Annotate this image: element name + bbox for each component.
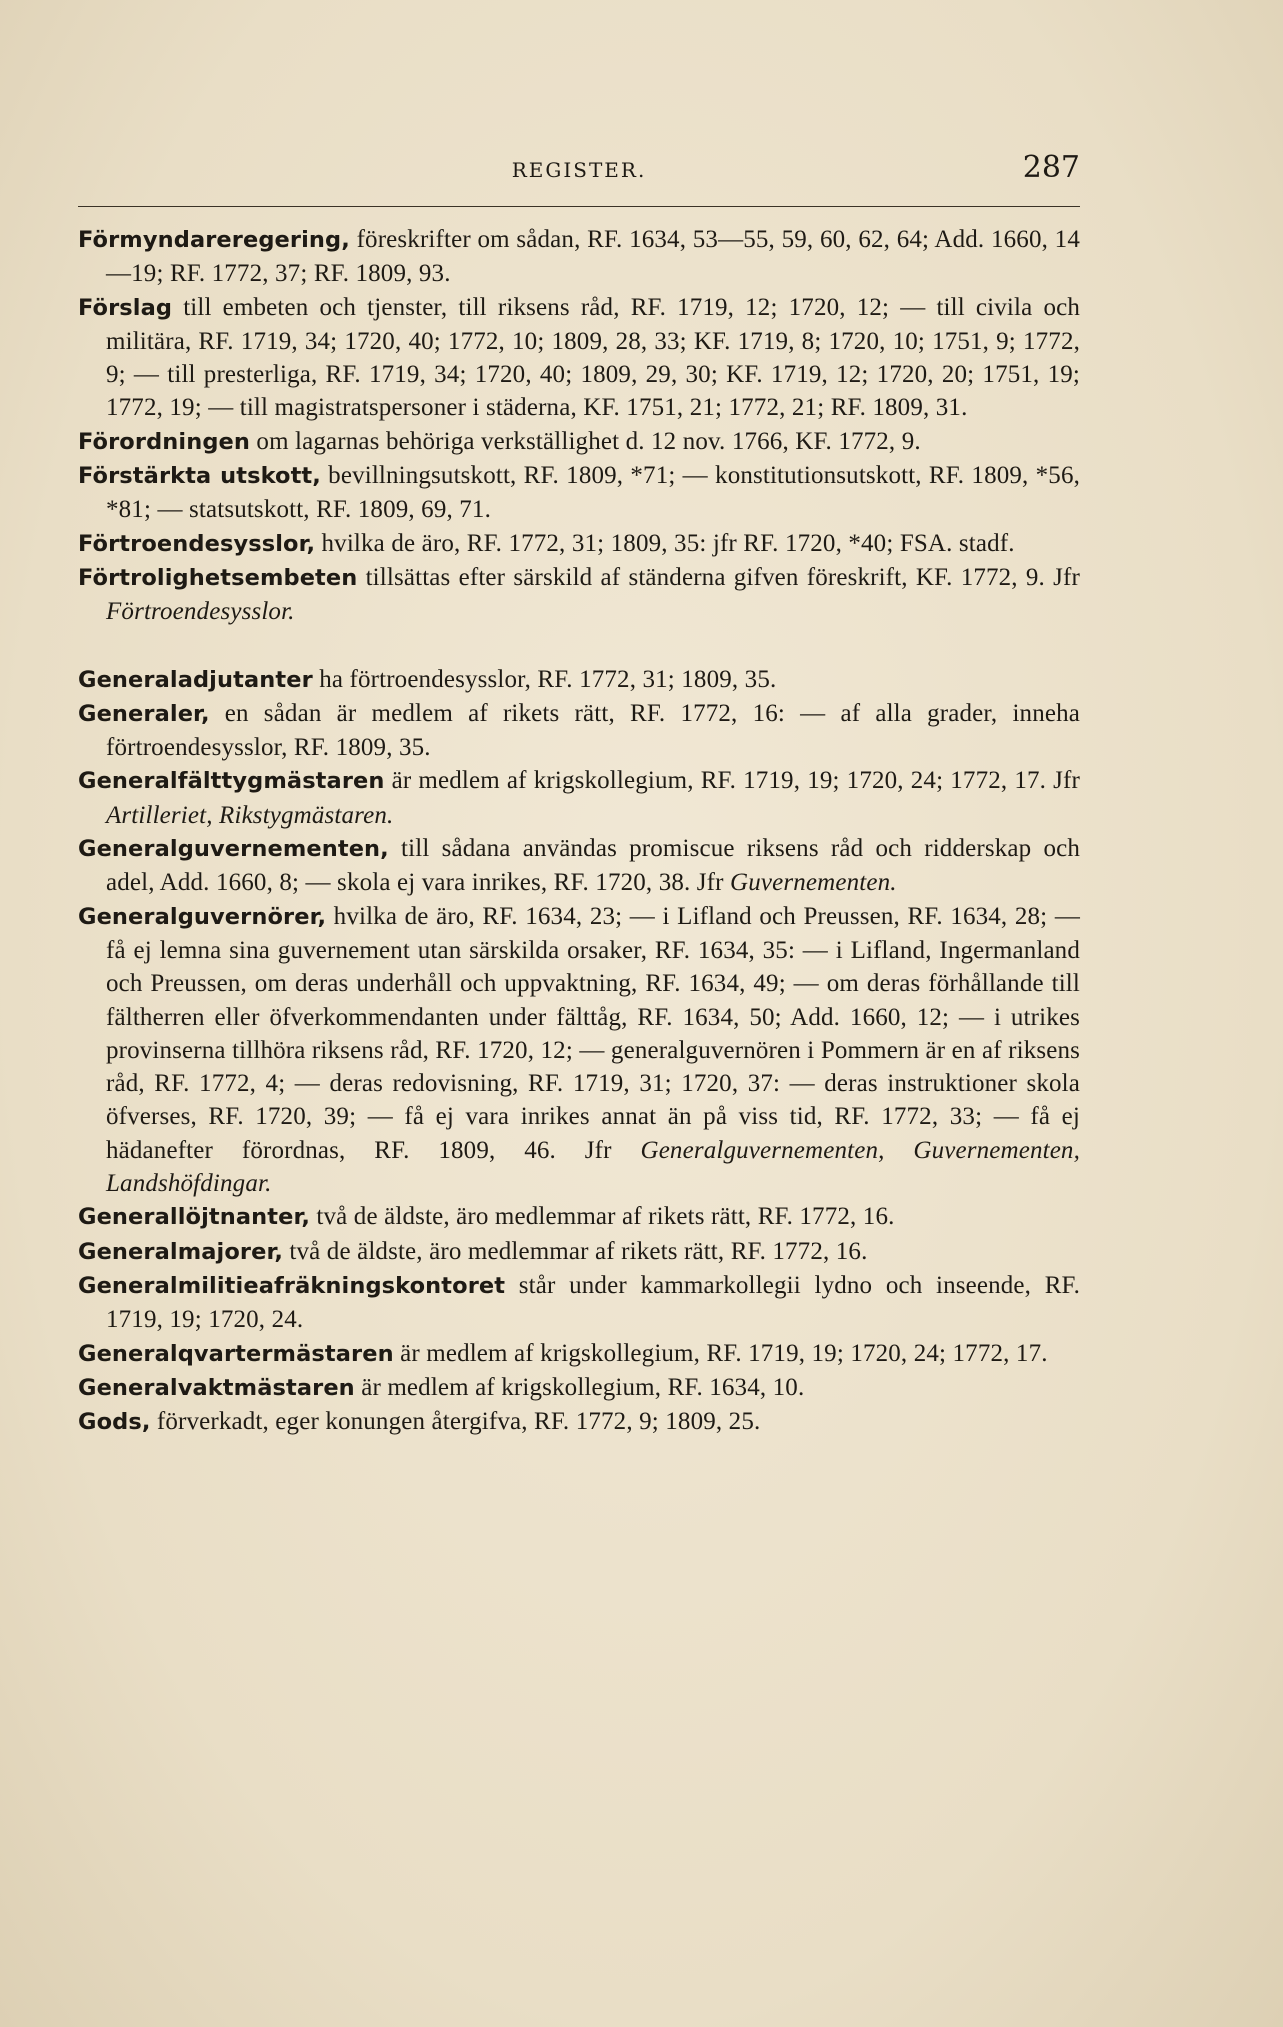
entry-headword: Generalfälttygmästaren [78,768,385,795]
entry-headword: Förordningen [78,428,251,455]
entry-text: till embeten och tjenster, till riksens råd, RF. 1719, 12; 1720, 12; — till civila och militära, RF. 1719, 34; 1720, 40; 1772, 10; 1809, 28, 33; KF. 1719, 8; 1720, 10; 1751, 9; 1772, 9; — till presterliga, RF. 1719, 34; 1720, 40; 1809, 29, 30; KF. 1719, 12; 1720, 20; 1751, 19; 1772, 19; — till magistratspersoner i städerna, KF. 1751, 21; 1772, 21; RF. 1809, 31. [106,293,1080,422]
entry-cross-reference: Generalguvernementen, Guvernementen, Landshöfdingar. [106,1136,1080,1198]
index-entry [78,561,1080,629]
page-header [78,150,1080,200]
entry-text: om lagarnas behöriga verkställighet d. 12 nov. 1766, KF. 1772, 9. [250,427,921,455]
index-entry [78,1235,1080,1269]
entry-cross-reference: Artilleriet, Rikstygmästaren. [106,801,394,829]
entry-text: står under kammarkollegii lydno och inseende, RF. 1719, 19; 1720, 24. [106,1271,1080,1334]
entry-headword: Förmyndareregering, [78,227,350,253]
entry-text: ha förtroendesysslor, RF. 1772, 31; 1809, 35. [312,665,777,693]
entry-headword: Förslag [78,294,173,321]
entry-headword: Generalmajorer, [78,1238,283,1265]
entry-text: är medlem af krigskollegium, RF. 1719, 19; 1720, 24; 1772, 17. [393,1339,1048,1367]
index-entry [78,697,1080,765]
index-entry [78,425,1080,459]
index-entry [78,900,1080,1201]
entry-text: två de äldste, äro medlemmar af rikets rätt, RF. 1772, 16. [283,1237,868,1265]
entry-headword: Förtroendesysslor, [78,530,316,557]
index-entry [78,1337,1080,1371]
header-rule [78,206,1080,207]
entry-cross-reference: Guvernementen. [730,869,897,897]
entry-text: hvilka de äro, RF. 1634, 23; — i Lifland och Preussen, RF. 1634, 28; — få ej lemna sina guvernement utan särskilda orsaker, RF. 1634, 35: — i Lifland, Ingermanland och Preussen, om deras underhåll och uppvaktning, RF. 1634, 49; — om deras förhållande till fältherren eller öfverkommendanten under fälttåg, RF. 1634, 50; Add. 1660, 12; — i utrikes provinserna tillhöra riksens råd, RF. 1720, 12; — generalguvernören i Pommern är en af riksens råd, RF. 1772, 4; — deras redovisning, RF. 1719, 31; 1720, 37: — deras instruktioner skola öfverses, RF. 1720, 39; — få ej vara inrikes annat än på viss tid, RF. 1772, 33; — få ej hädanefter förordnas, RF. 1809, 46. Jfr [106,902,1080,1164]
entry-text: bevillningsutskott, RF. 1809, *71; — konstitutionsutskott, RF. 1809, *56, *81; — statsutskott, RF. 1809, 69, 71. [106,462,1080,524]
entry-headword: Gods, [78,1409,151,1436]
entry-text: förverkadt, eger konungen återgifva, RF. 1772, 9; 1809, 25. [150,1408,761,1436]
entry-text: föreskrifter om sådan, RF. 1634, 53—55, 59, 60, 62, 64; Add. 1660, 14—19; RF. 1772, 37; RF. 1809, 93. [106,226,1080,288]
index-entry [78,527,1080,561]
entry-text: en sådan är medlem af rikets rätt, RF. 1772, 16: — af alla grader, inneha förtroendesysslor, RF. 1809, 35. [106,699,1080,762]
index-entry [78,663,1080,697]
index-entry [78,1405,1080,1439]
entry-headword: Generalguvernementen, [78,836,389,863]
entry-headword: Generaler, [78,700,210,727]
entry-text: hvilka de äro, RF. 1772, 31; 1809, 35: jfr RF. 1720, *40; FSA. stadf. [315,529,1015,557]
entry-headword: Generalqvartermästaren [78,1340,394,1367]
index-entry [78,1269,1080,1337]
running-head: REGISTER. [511,158,647,182]
index-entry [78,223,1080,291]
entry-headword: Generalmilitieafräkningskontoret [78,1272,506,1299]
entry-text: till sådana användas promiscue riksens råd och ridderskap och adel, Add. 1660, 8; — skola ej vara inrikes, RF. 1720, 38. Jfr [106,835,1080,897]
entry-headword: Generaladjutanter [78,666,313,693]
index-entries [78,223,1080,1439]
entry-headword: Förtrolighetsembeten [78,564,358,591]
entry-text: är medlem af krigskollegium, RF. 1634, 10. [354,1373,805,1401]
entry-headword: Generallöjtnanter, [78,1204,311,1231]
index-entry [78,1200,1080,1234]
index-entry [78,764,1080,832]
page-number: 287 [1022,150,1080,185]
entry-text: tillsättas efter särskild af ständerna gifven föreskrift, KF. 1772, 9. Jfr [357,563,1080,591]
entry-headword: Generalguvernörer, [78,903,327,930]
entry-headword: Förstärkta utskott, [78,463,321,490]
entry-headword: Generalvaktmästaren [78,1374,355,1401]
index-entry [78,459,1080,527]
entry-text: två de äldste, äro medlemmar af rikets rätt, RF. 1772, 16. [310,1203,895,1231]
index-entry [78,1371,1080,1405]
entry-text: är medlem af krigskollegium, RF. 1719, 19; 1720, 24; 1772, 17. Jfr [384,767,1080,795]
index-entry [78,832,1080,900]
index-entry [78,291,1080,425]
entry-cross-reference: Förtroendesysslor. [106,598,295,626]
